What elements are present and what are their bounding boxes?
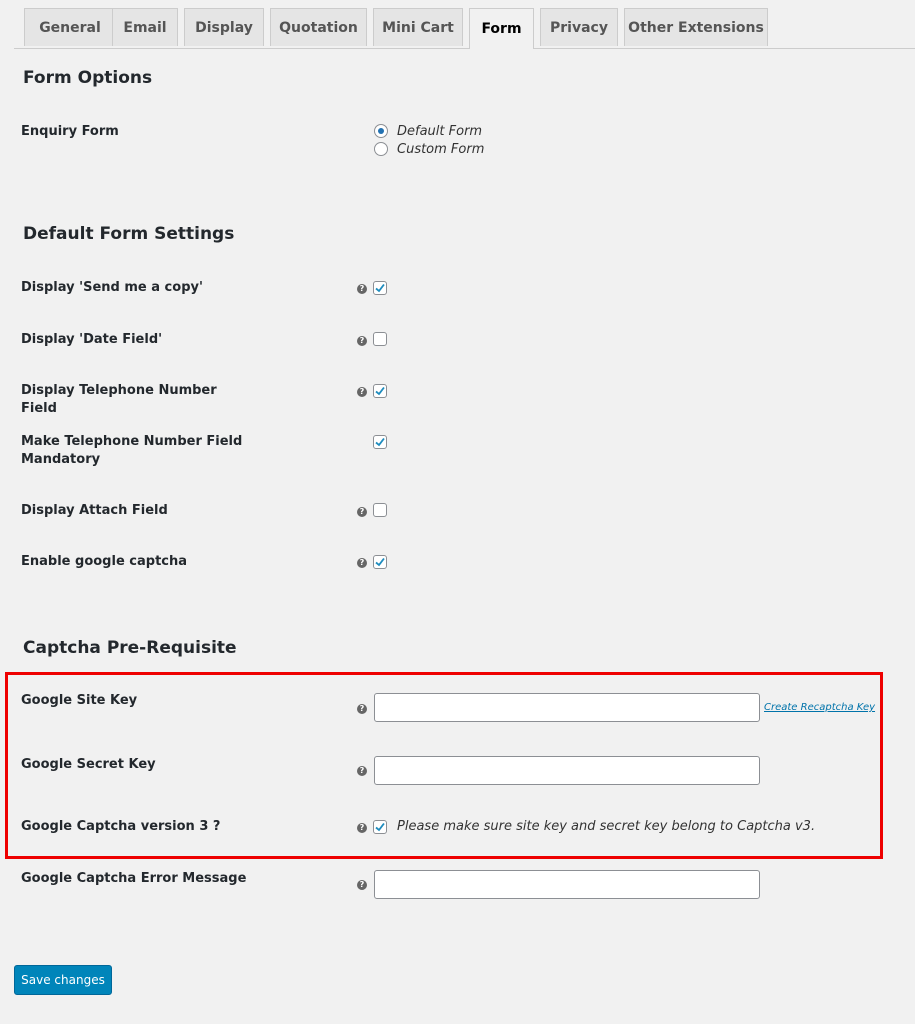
label-telephone-field: Display Telephone Number Field bbox=[21, 383, 217, 416]
tab-quotation[interactable] bbox=[270, 8, 367, 46]
tab-label: Mini Cart bbox=[382, 19, 454, 36]
create-recaptcha-key-link[interactable]: Create Recaptcha Key bbox=[764, 702, 876, 713]
label-telephone-mandatory: Make Telephone Number Field Mandatory bbox=[21, 434, 243, 467]
tab-label: Display bbox=[195, 19, 253, 36]
save-changes-button[interactable]: Save changes bbox=[14, 965, 112, 995]
label-captcha-error-message: Google Captcha Error Message bbox=[21, 871, 247, 886]
checkbox-date-field[interactable] bbox=[373, 332, 387, 346]
checkmark-icon bbox=[374, 821, 386, 833]
checkbox-attach-field[interactable] bbox=[373, 503, 387, 517]
section-title-captcha-prerequisite: Captcha Pre-Requisite bbox=[23, 638, 237, 658]
help-icon[interactable]: ? bbox=[357, 766, 367, 776]
enquiry-form-label: Enquiry Form bbox=[21, 124, 119, 139]
captcha-v3-note: Please make sure site key and secret key belong to Captcha v3. bbox=[397, 819, 816, 834]
label-date-field: Display 'Date Field' bbox=[21, 332, 163, 347]
label-google-captcha: Enable google captcha bbox=[21, 554, 188, 569]
tab-label: General bbox=[39, 19, 101, 36]
settings-tabs bbox=[14, 0, 915, 49]
checkbox-send-copy[interactable] bbox=[373, 281, 387, 295]
tab-form[interactable] bbox=[469, 8, 534, 49]
checkmark-icon bbox=[374, 282, 386, 294]
help-icon[interactable]: ? bbox=[357, 558, 367, 568]
checkbox-telephone-mandatory[interactable] bbox=[373, 435, 387, 449]
label-send-copy: Display 'Send me a copy' bbox=[21, 280, 203, 295]
label-attach-field: Display Attach Field bbox=[21, 503, 168, 518]
radio-custom-form[interactable] bbox=[374, 142, 388, 156]
tab-display[interactable] bbox=[184, 8, 264, 46]
checkmark-icon bbox=[374, 385, 386, 397]
help-icon[interactable]: ? bbox=[357, 387, 367, 397]
secret-key-input[interactable] bbox=[374, 756, 760, 785]
tab-label: Quotation bbox=[279, 19, 358, 36]
site-key-input[interactable] bbox=[374, 693, 760, 722]
label-site-key: Google Site Key bbox=[21, 693, 138, 708]
tab-general[interactable] bbox=[24, 8, 116, 46]
radio-label-custom-form: Custom Form bbox=[397, 142, 485, 157]
checkmark-icon bbox=[374, 436, 386, 448]
tab-mini-cart[interactable] bbox=[373, 8, 463, 46]
tab-label: Email bbox=[123, 19, 167, 36]
label-captcha-v3: Google Captcha version 3 ? bbox=[21, 819, 221, 834]
tab-label: Form bbox=[481, 21, 522, 37]
help-icon[interactable]: ? bbox=[357, 704, 367, 714]
radio-selected-dot bbox=[378, 128, 384, 134]
label-secret-key: Google Secret Key bbox=[21, 757, 156, 772]
help-icon[interactable]: ? bbox=[357, 507, 367, 517]
help-icon[interactable]: ? bbox=[357, 823, 367, 833]
checkbox-google-captcha[interactable] bbox=[373, 555, 387, 569]
radio-label-default-form: Default Form bbox=[397, 124, 483, 139]
tab-label: Privacy bbox=[550, 19, 608, 36]
radio-default-form[interactable] bbox=[374, 124, 388, 138]
captcha-error-message-input[interactable] bbox=[374, 870, 760, 899]
checkbox-telephone-field[interactable] bbox=[373, 384, 387, 398]
checkmark-icon bbox=[374, 556, 386, 568]
help-icon[interactable]: ? bbox=[357, 880, 367, 890]
help-icon[interactable]: ? bbox=[357, 284, 367, 294]
help-icon[interactable]: ? bbox=[357, 336, 367, 346]
section-title-default-form-settings: Default Form Settings bbox=[23, 224, 235, 244]
tab-label: Other Extensions bbox=[628, 19, 764, 36]
tab-email[interactable] bbox=[112, 8, 178, 46]
tab-other-extensions[interactable] bbox=[624, 8, 768, 46]
tab-privacy[interactable] bbox=[540, 8, 618, 46]
section-title-form-options: Form Options bbox=[23, 68, 153, 88]
checkbox-captcha-v3[interactable] bbox=[373, 820, 387, 834]
